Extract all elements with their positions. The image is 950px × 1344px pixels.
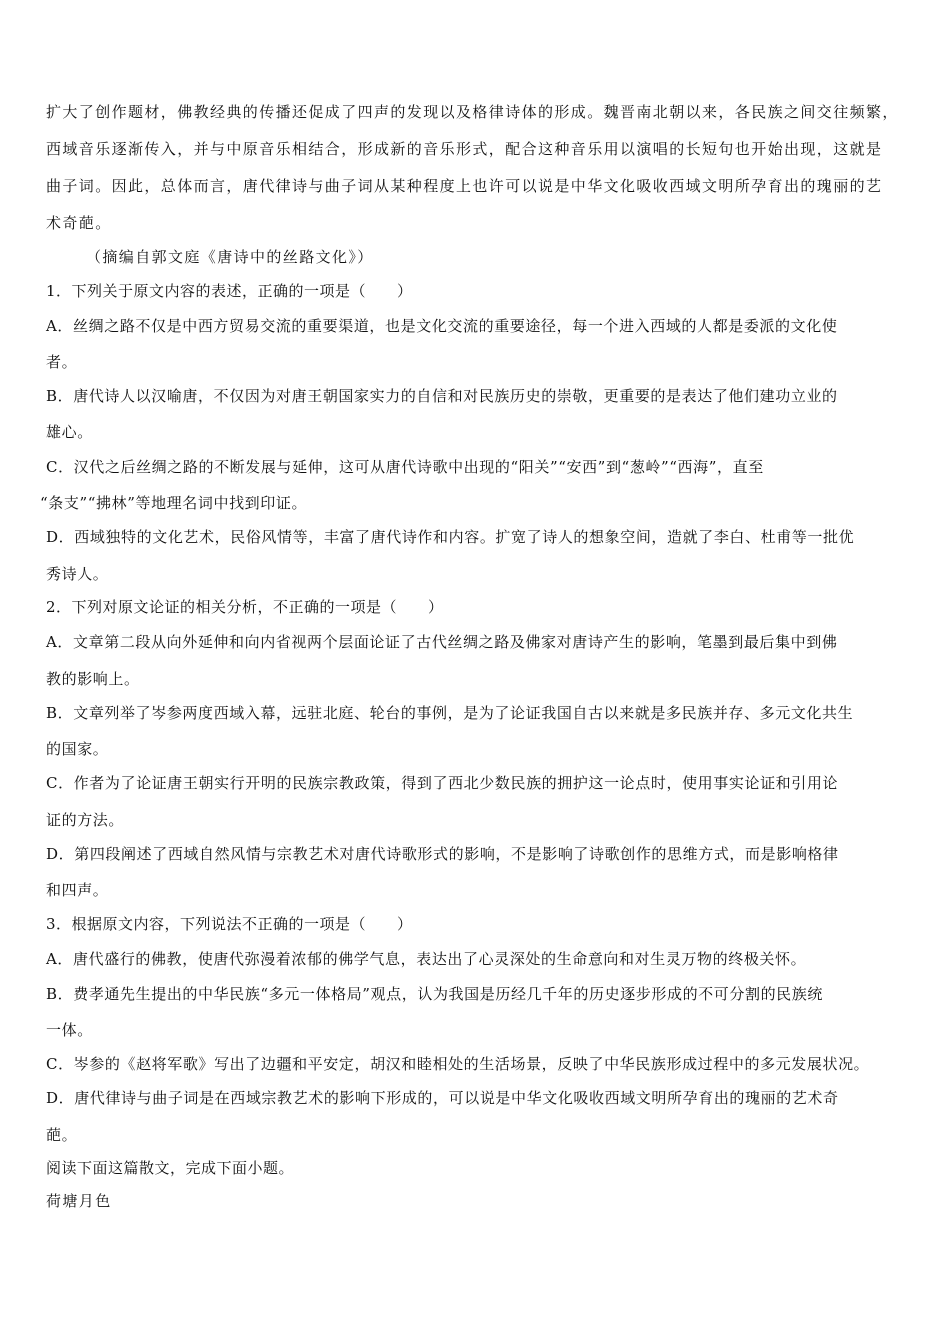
- question-1-option-d-cont: 秀诗人。: [46, 565, 109, 583]
- question-1-stem: 1．下列关于原文内容的表述，正确的一项是（ ）: [46, 282, 413, 300]
- question-2-option-b: B．文章列举了岑参两度西域入幕，远驻北庭、轮台的事例，是为了论证我国自古以来就是多民族并存、多元文化共生: [46, 704, 854, 722]
- question-3-option-d: D．唐代律诗与曲子词是在西域宗教艺术的影响下形成的，可以说是中华文化吸收西域文明所孕育出的瑰丽的艺术奇: [46, 1089, 839, 1107]
- question-2-stem: 2．下列对原文论证的相关分析，不正确的一项是（ ）: [46, 598, 444, 616]
- question-3-option-b-cont: 一体。: [46, 1021, 93, 1039]
- question-3-option-d-cont: 葩。: [46, 1126, 78, 1144]
- question-3-option-b: B．费孝通先生提出的中华民族“多元一体格局”观点，认为我国是历经几千年的历史逐步形成的不可分割的民族统: [46, 985, 823, 1003]
- passage-source: （摘编自郭文庭《唐诗中的丝路文化》）: [86, 248, 374, 266]
- question-1-option-b: B．唐代诗人以汉喻唐，不仅因为对唐王朝国家实力的自信和对民族历史的崇敬，更重要的是表达了他们建功立业的: [46, 387, 838, 405]
- question-1-option-c: C．汉代之后丝绸之路的不断发展与延伸，这可从唐代诗歌中出现的“阳关”“安西”到“葱岭”“西海”，直至: [46, 458, 764, 476]
- question-2-option-a-cont: 教的影响上。: [46, 670, 140, 688]
- passage-line: 术奇葩。: [46, 214, 112, 232]
- question-2-option-d-cont: 和四声。: [46, 881, 109, 899]
- question-2-option-d: D．第四段阐述了西域自然风情与宗教艺术对唐代诗歌形式的影响，不是影响了诗歌创作的思维方式，而是影响格律: [46, 845, 839, 863]
- question-3-option-c: C．岑参的《赵将军歌》写出了边疆和平安定，胡汉和睦相处的生活场景，反映了中华民族形成过程中的多元发展状况。: [46, 1055, 870, 1073]
- question-2-option-b-cont: 的国家。: [46, 740, 109, 758]
- question-1-option-d: D．西域独特的文化艺术，民俗风情等，丰富了唐代诗作和内容。扩宽了诗人的想象空间，造就了李白、杜甫等一批优: [46, 528, 855, 546]
- reading-instruction: 阅读下面这篇散文，完成下面小题。: [46, 1159, 295, 1177]
- question-3-stem: 3．根据原文内容，下列说法不正确的一项是（ ）: [46, 915, 413, 933]
- question-1-option-c-cont: “条支”“拂林”等地理名词中找到印证。: [40, 494, 308, 512]
- question-1-option-b-cont: 雄心。: [46, 423, 93, 441]
- passage-line: 西域音乐逐渐传入，并与中原音乐相结合，形成新的音乐形式，配合这种音乐用以演唱的长短句也开始出现，这就是: [46, 140, 883, 158]
- passage-line: 扩大了创作题材，佛教经典的传播还促成了四声的发现以及格律诗体的形成。魏晋南北朝以来，各民族之间交往频繁，: [46, 103, 899, 121]
- question-3-option-a: A．唐代盛行的佛教，使唐代弥漫着浓郁的佛学气息，表达出了心灵深处的生命意向和对生灵万物的终极关怀。: [46, 950, 807, 968]
- question-2-option-c: C．作者为了论证唐王朝实行开明的民族宗教政策，得到了西北少数民族的拥护这一论点时，使用事实论证和引用论: [46, 774, 839, 792]
- question-2-option-c-cont: 证的方法。: [46, 811, 125, 829]
- question-1-option-a: A．丝绸之路不仅是中西方贸易交流的重要渠道，也是文化交流的重要途径，每一个进入西域的人都是委派的文化使: [46, 317, 838, 335]
- question-2-option-a: A．文章第二段从向外延伸和向内省视两个层面论证了古代丝绸之路及佛家对唐诗产生的影响，笔墨到最后集中到佛: [46, 633, 838, 651]
- essay-title: 荷塘月色: [46, 1192, 112, 1210]
- question-1-option-a-cont: 者。: [46, 353, 78, 371]
- passage-line: 曲子词。因此，总体而言，唐代律诗与曲子词从某种程度上也许可以说是中华文化吸收西域文明所孕育出的瑰丽的艺: [46, 177, 883, 195]
